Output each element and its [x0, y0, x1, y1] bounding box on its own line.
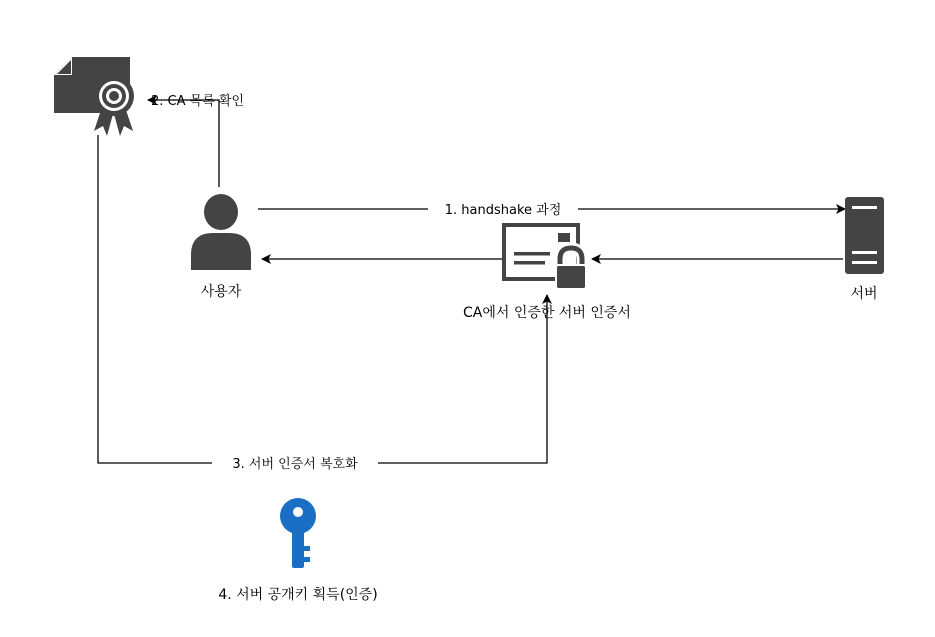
edge-decrypt	[98, 135, 547, 472]
certificate-lock-icon	[504, 225, 587, 289]
user-icon	[191, 194, 251, 270]
signed-certificate-label: CA에서 인증한 서버 인증서	[463, 305, 631, 321]
certificate-icon	[54, 57, 134, 136]
public-key-node	[218, 498, 377, 603]
edge-ca-check	[148, 93, 244, 187]
edge-handshake-label: 1. handshake 과정	[444, 203, 562, 218]
user-label: 사용자	[200, 284, 242, 300]
server-node	[845, 197, 884, 302]
public-key-label: 4. 서버 공개키 획득(인증)	[218, 587, 378, 603]
user-node	[191, 194, 251, 300]
edge-handshake	[258, 199, 845, 219]
edge-ca-check-label: 2. CA 목록 확인	[151, 94, 245, 109]
server-icon	[845, 197, 884, 274]
key-icon	[280, 498, 316, 568]
server-label: 서버	[850, 286, 878, 302]
signed-certificate-node	[463, 225, 631, 321]
edge-decrypt-label: 3. 서버 인증서 복호화	[232, 457, 358, 472]
